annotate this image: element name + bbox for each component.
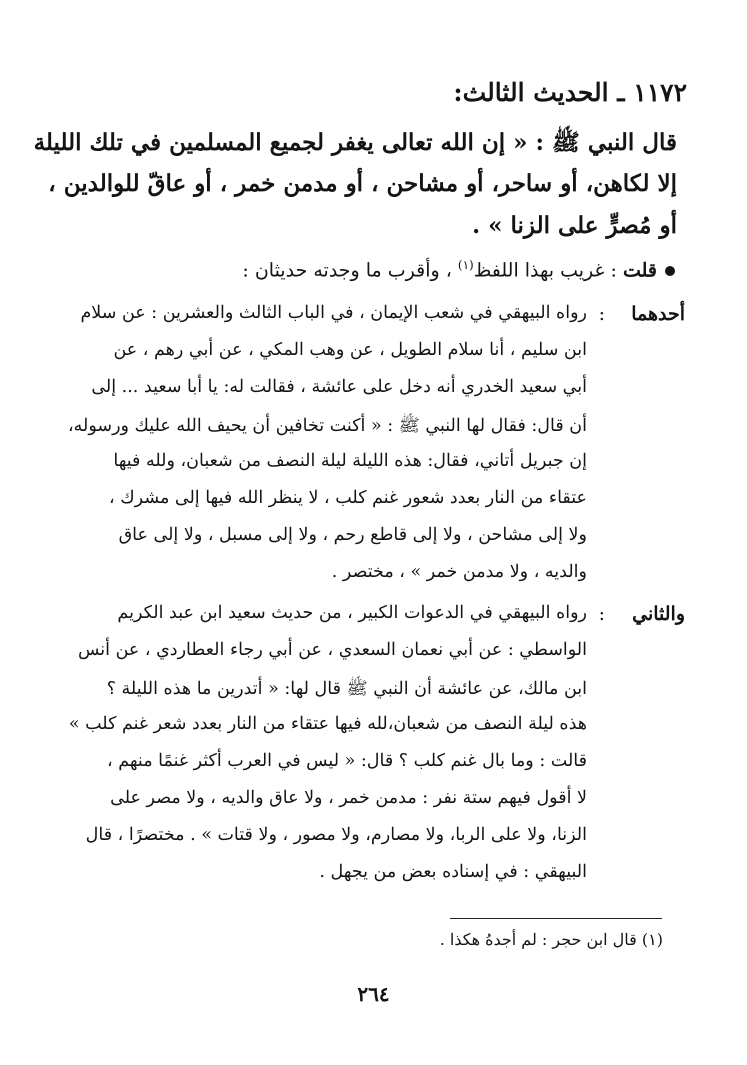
- second-narration-line: قالت : وما بال غنم كلب ؟ قال: « ليس في العرب أكثر غنمًا منهم ،: [107, 751, 587, 771]
- first-narration-label: أحدهما: [631, 303, 685, 325]
- bullet-icon: [665, 266, 675, 276]
- second-narration-line: رواه البيهقي في الدعوات الكبير ، من حديث سعيد ابن عبد الكريم: [117, 603, 587, 623]
- first-narration-line: إن جبريل أتاني، فقال: هذه الليلة ليلة النصف من شعبان، ولله فيها: [113, 451, 587, 471]
- first-narration-line: والديه ، ولا مدمن خمر » ، مختصر .: [331, 562, 587, 582]
- comment-label: قلت: [622, 259, 657, 282]
- hadith-text-line: قال النبي ﷺ : « إن الله تعالى يغفر لجميع المسلمين في تلك الليلة: [33, 129, 677, 156]
- first-narration-colon: :: [598, 303, 605, 325]
- footnote-ref[interactable]: (١): [457, 258, 474, 272]
- second-narration-line: البيهقي : في إسناده بعض من يجهل .: [319, 862, 587, 882]
- hadith-text-line: إلا لكاهن، أو ساحر، أو مشاحن ، أو مدمن خمر ، أو عاقّ للوالدين ،: [48, 170, 677, 197]
- page-number: ٢٦٤: [357, 982, 390, 1006]
- second-narration-line: الواسطي : عن أبي نعمان السعدي ، عن أبي رجاء العطاردي ، عن أنس: [77, 640, 587, 660]
- footnote-divider: [450, 918, 662, 919]
- first-narration-line: ابن سليم ، أنا سلام الطويل ، عن وهب المكي ، عن أبي رهم ، عن: [113, 340, 587, 360]
- second-narration-line: ابن مالك، عن عائشة أن النبي ﷺ قال لها: « أتدرين ما هذه الليلة ؟: [106, 679, 587, 699]
- second-narration-line: الزنا، ولا على الربا، ولا مصارم، ولا مصور ، ولا قتات » . مختصرًا ، قال: [85, 825, 587, 845]
- second-narration-colon: :: [598, 603, 605, 625]
- second-narration-label: والثاني: [632, 603, 685, 625]
- first-narration-line: أبي سعيد الخدري أنه دخل على عائشة ، فقالت له: يا أبا سعيد ... إلى: [91, 377, 587, 397]
- first-narration-line: أن قال: فقال لها النبي ﷺ : « أكنت تخافين أن يحيف الله عليك ورسوله،: [68, 416, 587, 436]
- comment-text-cont: ، وأقرب ما وجدته حديثان :: [242, 259, 452, 282]
- first-narration-line: رواه البيهقي في شعب الإيمان ، في الباب الثالث والعشرين : عن سلام: [80, 303, 587, 323]
- second-narration-line: هذه ليلة النصف من شعبان،لله فيها عتقاء من النار بعدد شعر غنم كلب »: [68, 714, 587, 734]
- second-narration-line: لا أقول فيهم ستة نفر : مدمن خمر ، ولا عاق والديه ، ولا مصر على: [110, 788, 587, 808]
- hadith-title: ١١٧٢ ـ الحديث الثالث:: [453, 78, 687, 107]
- footnote: (١) قال ابن حجر : لم أجدهُ هكذا .: [439, 930, 663, 949]
- author-comment: [242, 258, 675, 281]
- first-narration-line: ولا إلى مشاحن ، ولا إلى قاطع رحم ، ولا إلى مسبل ، ولا إلى عاق: [118, 525, 587, 545]
- first-narration-line: عتقاء من النار بعدد شعور غنم كلب ، لا ينظر الله فيها إلى مشرك ،: [109, 488, 587, 508]
- comment-text: : غريب بهذا اللفظ: [473, 259, 617, 282]
- hadith-text-line: أو مُصرٍّ على الزنا » .: [472, 212, 677, 239]
